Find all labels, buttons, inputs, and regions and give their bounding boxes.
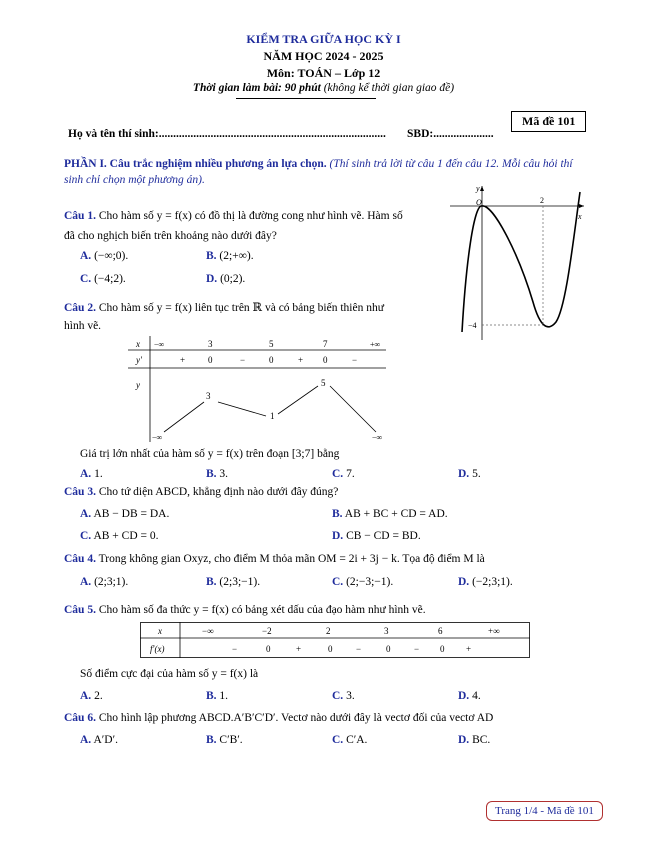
q2-variation-table (128, 336, 388, 444)
q2-text2: hình vẽ. (64, 320, 102, 332)
header-underline (236, 98, 376, 99)
option-label: D. (458, 576, 470, 588)
table-cell: −2 (262, 626, 272, 636)
table-cell: 3 (384, 626, 389, 636)
table-cell: − (240, 355, 246, 365)
table-cell: 6 (438, 626, 443, 636)
table-cell: − (232, 644, 238, 654)
option-label: A. (80, 690, 92, 702)
q6-label: Câu 6. (64, 712, 96, 724)
table-cell: 0 (328, 644, 333, 654)
option-text: A′D′. (93, 734, 118, 746)
table-cell: +∞ (488, 626, 500, 636)
q3-option-b[interactable] (332, 508, 448, 520)
table-cell: − (356, 644, 362, 654)
option-label: A. (80, 250, 92, 262)
option-label: A. (80, 734, 92, 746)
table-cell: −∞ (372, 433, 383, 442)
q5-option-b[interactable] (206, 690, 228, 702)
q4-text: Trong không gian Oxyz, cho điểm M thỏa mãn OM = 2i + 3j − k. Tọa độ điểm M là (98, 553, 485, 565)
option-text: 7. (346, 468, 355, 480)
option-text: (2;−3;−1). (346, 576, 394, 588)
option-text: (−4;2). (94, 273, 126, 285)
q2-option-b[interactable] (206, 468, 228, 480)
table-cell: 0 (208, 355, 213, 365)
q5-label: Câu 5. (64, 604, 96, 616)
table-cell: 5 (321, 378, 326, 388)
table-cell: −∞ (152, 433, 163, 442)
option-label: A. (80, 508, 92, 520)
q4-option-a[interactable] (80, 576, 128, 588)
q2-label: Câu 2. (64, 302, 96, 314)
q6-option-a[interactable] (80, 734, 118, 746)
option-text: (2;3;−1). (219, 576, 261, 588)
time-note: (không kể thời gian giao đề) (323, 82, 455, 94)
option-text: (2;3;1). (94, 576, 129, 588)
option-text: BC. (472, 734, 491, 746)
table-cell: 0 (266, 644, 271, 654)
q3-option-a[interactable] (80, 508, 169, 520)
table-cell: − (352, 355, 358, 365)
q1-option-b[interactable] (206, 250, 254, 262)
option-label: A. (80, 576, 92, 588)
q5-sign-table (140, 622, 530, 658)
q4-option-d[interactable] (458, 576, 513, 588)
q1-graph (448, 182, 588, 342)
q6-option-d[interactable] (458, 734, 490, 746)
table-cell: 3 (208, 339, 213, 349)
table-cell: y′ (136, 355, 142, 365)
graph-x-label: x (578, 212, 582, 221)
option-label: D. (206, 273, 218, 285)
student-name-line: Họ và tên thí sinh:............................................................................... (68, 128, 386, 140)
option-label: C. (80, 530, 92, 542)
table-cell: y (136, 380, 140, 390)
q1-option-a[interactable] (80, 250, 128, 262)
table-cell: x (158, 626, 162, 636)
option-text: 2. (94, 690, 103, 702)
option-text: (−∞;0). (94, 250, 129, 262)
table-cell: −∞ (154, 340, 165, 349)
option-text: AB + CD = 0. (93, 530, 159, 542)
q3-option-c[interactable] (80, 530, 158, 542)
page-footer: Trang 1/4 - Mã đề 101 (486, 801, 603, 821)
q6-line (64, 712, 594, 724)
sbd-line: SBD:..................... (407, 128, 494, 140)
q3-label: Câu 3. (64, 486, 96, 498)
option-label: B. (206, 690, 217, 702)
option-label: C. (332, 734, 344, 746)
time-line (0, 82, 647, 94)
option-text: (−2;3;1). (472, 576, 513, 588)
option-text: C′A. (346, 734, 368, 746)
table-cell: − (414, 644, 420, 654)
school-year: NĂM HỌC 2024 - 2025 (263, 49, 384, 63)
option-text: 1. (219, 690, 229, 702)
option-text: 5. (472, 468, 481, 480)
time-label: Thời gian làm bài: 90 phút (192, 82, 321, 94)
table-cell: −∞ (202, 626, 214, 636)
option-text: 3. (346, 690, 355, 702)
q5-option-c[interactable] (332, 690, 355, 702)
q5-option-d[interactable] (458, 690, 481, 702)
q1-line1 (64, 210, 444, 222)
q5-line (64, 604, 594, 616)
table-cell: 0 (386, 644, 391, 654)
q3-line (64, 486, 338, 498)
q2-option-c[interactable] (332, 468, 355, 480)
table-cell: +∞ (370, 340, 381, 349)
graph-minus4-label: −4 (468, 321, 477, 330)
q2-question: Giá trị lớn nhất của hàm số y = f(x) trên đoạn [3;7] bằng (80, 448, 340, 460)
table-cell: 3 (206, 391, 211, 401)
q5-text: Cho hàm số đa thức y = f(x) có bảng xét dấu của đạo hàm như hình vẽ. (98, 604, 426, 616)
subject: Môn: TOÁN – Lớp 12 (266, 66, 381, 80)
option-label: D. (332, 530, 344, 542)
table-cell: f′(x) (150, 644, 165, 654)
q3-option-d[interactable] (332, 530, 421, 542)
exam-code-box: Mã đề 101 (511, 111, 586, 132)
option-text: (2;+∞). (219, 250, 254, 262)
option-text: 4. (472, 690, 481, 702)
option-label: C. (332, 690, 344, 702)
q1-text1: Cho hàm số y = f(x) có đồ thị là đường cong như hình vẽ. Hàm số (98, 210, 403, 222)
q4-line (64, 553, 594, 565)
option-text: 1. (94, 468, 103, 480)
table-cell: x (136, 339, 140, 349)
graph-origin-label: O (476, 198, 482, 207)
q1-label: Câu 1. (64, 210, 96, 222)
option-label: B. (206, 250, 217, 262)
q4-option-b[interactable] (206, 576, 260, 588)
option-text: AB + BC + CD = AD. (344, 508, 448, 520)
table-cell: + (180, 355, 186, 365)
q1-option-d[interactable] (206, 273, 245, 285)
graph-y-label: y (476, 184, 480, 193)
q4-option-c[interactable] (332, 576, 393, 588)
q2-option-d[interactable] (458, 468, 481, 480)
table-cell: 5 (269, 339, 274, 349)
option-label: B. (206, 468, 217, 480)
graph-x2-label: 2 (540, 196, 544, 205)
table-cell: 0 (269, 355, 274, 365)
q2-option-a[interactable] (80, 468, 103, 480)
exam-title: KIỂM TRA GIỮA HỌC KỲ I (246, 32, 401, 46)
option-label: C. (332, 576, 344, 588)
option-label: D. (458, 734, 470, 746)
option-text: C′B′. (219, 734, 243, 746)
q6-option-c[interactable] (332, 734, 367, 746)
q4-label: Câu 4. (64, 553, 96, 565)
table-cell: 1 (270, 411, 275, 421)
table-cell: 0 (440, 644, 445, 654)
option-label: A. (80, 468, 92, 480)
part1-note: (Thí sinh trả lời từ câu 1 đến câu 12. Mỗi câu hỏi thí sinh chỉ chọn một phương án). (64, 158, 573, 186)
option-text: CB − CD = BD. (346, 530, 421, 542)
option-label: B. (206, 576, 217, 588)
q2-line1 (64, 300, 444, 314)
option-label: B. (332, 508, 343, 520)
table-cell: 0 (323, 355, 328, 365)
q6-option-b[interactable] (206, 734, 243, 746)
table-cell: + (466, 644, 472, 654)
q6-text: Cho hình lập phương ABCD.A′B′C′D′. Vectơ nào dưới đây là vectơ đối của vectơ AD (98, 712, 494, 724)
option-text: AB − DB = DA. (93, 508, 170, 520)
q5-option-a[interactable] (80, 690, 103, 702)
table-cell: 2 (326, 626, 331, 636)
option-label: C. (332, 468, 344, 480)
option-label: B. (206, 734, 217, 746)
option-label: C. (80, 273, 92, 285)
option-text: (0;2). (220, 273, 246, 285)
option-label: D. (458, 690, 470, 702)
table-cell: + (298, 355, 304, 365)
option-text: 3. (219, 468, 229, 480)
q5-question: Số điểm cực đại của hàm số y = f(x) là (80, 668, 259, 680)
q2-text1: Cho hàm số y = f(x) liên tục trên ℝ và có bảng biến thiên như (98, 302, 384, 314)
option-label: D. (458, 468, 470, 480)
q1-option-c[interactable] (80, 273, 126, 285)
part1-title: PHẦN I. Câu trắc nghiệm nhiều phương án lựa chọn. (64, 158, 327, 170)
table-cell: + (296, 644, 302, 654)
table-cell: 7 (323, 339, 328, 349)
q3-text: Cho tứ diện ABCD, khẳng định nào dưới đây đúng? (98, 486, 339, 498)
q1-text2: đã cho nghịch biến trên khoảng nào dưới đây? (64, 230, 277, 242)
